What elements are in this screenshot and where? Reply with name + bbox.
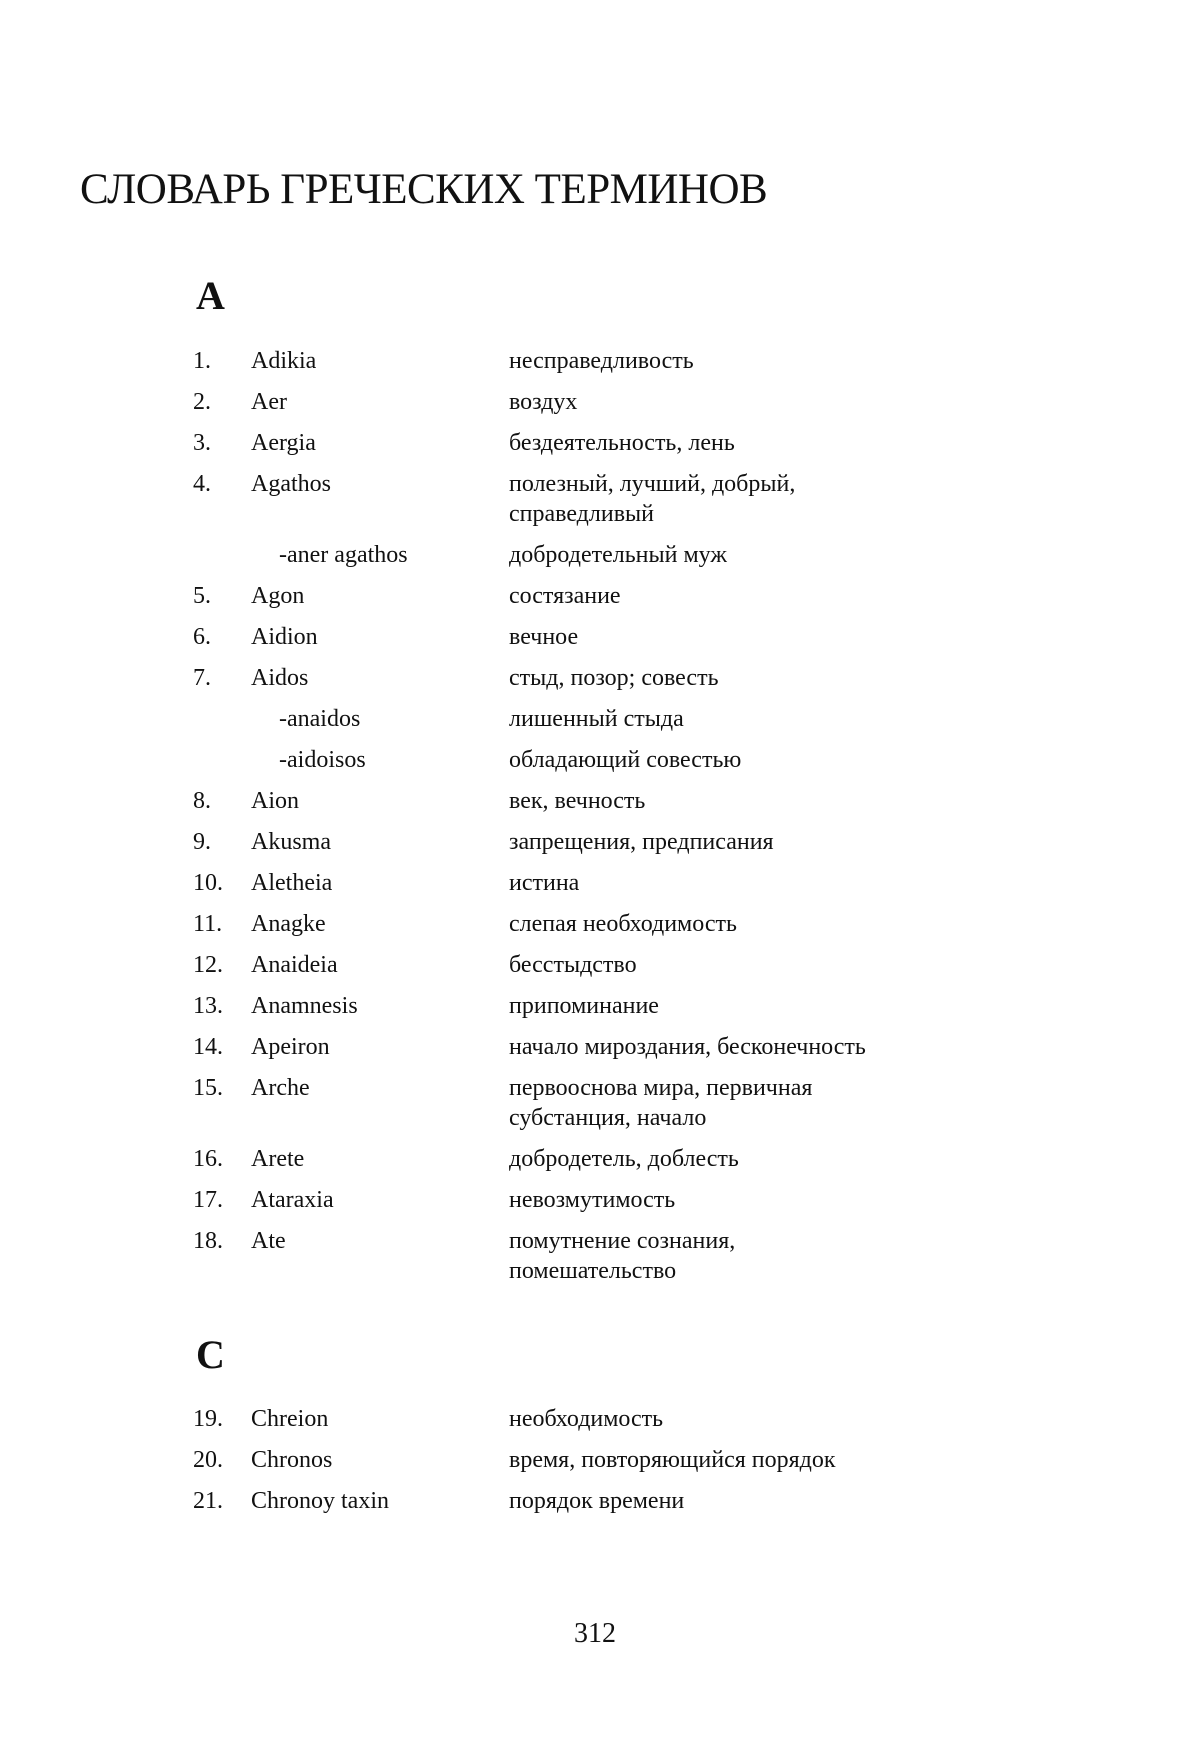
entry-number: 6. <box>193 624 211 650</box>
entry-definition: необходимость <box>509 1406 664 1432</box>
entry-definition: состязание <box>509 583 621 609</box>
entry-definition: истина <box>509 870 580 896</box>
entry-number <box>193 704 251 734</box>
entry-term: Chreion <box>251 1406 329 1432</box>
entry-term: Agon <box>251 583 305 609</box>
entries-list-a <box>193 346 913 1297</box>
entry-definition: слепая необходимость <box>509 911 737 937</box>
entry-row <box>193 1144 913 1174</box>
entry-number: 14. <box>193 1034 223 1060</box>
section-letter-c: C <box>196 1332 225 1377</box>
entry-definition: начало мироздания, бесконечность <box>509 1034 866 1060</box>
entry-row <box>193 1032 913 1062</box>
entry-number <box>193 745 251 775</box>
entry-definition: добродетельный муж <box>509 542 727 568</box>
entry-number: 16. <box>193 1146 223 1172</box>
entry-number: 9. <box>193 829 211 855</box>
page-number: 312 <box>574 1618 616 1649</box>
entry-number: 21. <box>193 1488 223 1514</box>
entry-number <box>193 540 251 570</box>
entry-row <box>193 581 913 611</box>
entry-term: Akusma <box>251 829 331 855</box>
entry-row <box>193 950 913 980</box>
entry-number: 12. <box>193 952 223 978</box>
entry-definition: вечное <box>509 624 579 650</box>
sub-entry-row <box>193 704 913 734</box>
entry-definition: полезный, лучший, добрый, справедливый <box>509 471 796 527</box>
entry-row <box>193 663 913 693</box>
entry-row <box>193 622 913 652</box>
entry-number: 20. <box>193 1447 223 1473</box>
entry-definition: припоминание <box>509 993 659 1019</box>
entry-definition: время, повторяющийся порядок <box>509 1447 836 1473</box>
entry-row <box>193 469 913 529</box>
entry-term: Aidos <box>251 665 309 691</box>
entry-row <box>193 1185 913 1215</box>
entry-term: Ataraxia <box>251 1187 334 1213</box>
entry-definition: бесстыдство <box>509 952 637 978</box>
sub-entry-row <box>193 540 913 570</box>
entry-definition: помутнение сознания, помешательство <box>509 1228 736 1284</box>
entry-term: Anagke <box>251 911 326 937</box>
entry-row <box>193 1226 913 1286</box>
entry-row <box>193 1073 913 1133</box>
entry-term: Anaideia <box>251 952 338 978</box>
entry-definition: порядок времени <box>509 1488 685 1514</box>
entry-definition: стыд, позор; совесть <box>509 665 719 691</box>
entry-term: Agathos <box>251 471 331 497</box>
entry-number: 10. <box>193 870 223 896</box>
entry-definition: невозмутимость <box>509 1187 676 1213</box>
entry-number: 15. <box>193 1075 223 1101</box>
entry-number: 4. <box>193 471 211 497</box>
section-letter-a: A <box>196 273 225 318</box>
entry-term: Aion <box>251 788 299 814</box>
entry-row <box>193 1404 913 1434</box>
entry-row <box>193 786 913 816</box>
entry-term: Chronos <box>251 1447 333 1473</box>
entry-number: 2. <box>193 389 211 415</box>
sub-entry-row <box>193 745 913 775</box>
entry-definition: обладающий совестью <box>509 747 742 773</box>
entry-term: Apeiron <box>251 1034 330 1060</box>
entry-number: 18. <box>193 1228 223 1254</box>
entry-definition: лишенный стыда <box>509 706 684 732</box>
entry-number: 13. <box>193 993 223 1019</box>
entry-number: 1. <box>193 348 211 374</box>
entry-row <box>193 1486 913 1516</box>
entry-row <box>193 909 913 939</box>
entry-row <box>193 346 913 376</box>
entry-definition: воздух <box>509 389 578 415</box>
entry-term: Arche <box>251 1075 310 1101</box>
entry-term: Aer <box>251 389 287 415</box>
entry-definition: запрещения, предписания <box>509 829 774 855</box>
entry-definition: бездеятельность, лень <box>509 430 735 456</box>
entry-term: -anaidos <box>279 706 361 732</box>
entry-row <box>193 827 913 857</box>
entry-term: Aidion <box>251 624 318 650</box>
entry-row <box>193 428 913 458</box>
entry-term: Anamnesis <box>251 993 358 1019</box>
entry-term: Adikia <box>251 348 317 374</box>
entry-number: 8. <box>193 788 211 814</box>
entry-number: 3. <box>193 430 211 456</box>
entry-definition: добродетель, доблесть <box>509 1146 739 1172</box>
entry-row <box>193 991 913 1021</box>
entry-row <box>193 868 913 898</box>
entry-term: Ate <box>251 1228 286 1254</box>
entry-number: 5. <box>193 583 211 609</box>
entry-definition: первооснова мира, первичная субстанция, начало <box>509 1075 813 1131</box>
entry-number: 19. <box>193 1406 223 1432</box>
entry-row <box>193 387 913 417</box>
entry-term: Arete <box>251 1146 305 1172</box>
entry-term: Aletheia <box>251 870 333 896</box>
entry-number: 17. <box>193 1187 223 1213</box>
entry-number: 11. <box>193 911 223 937</box>
entry-term: Aergia <box>251 430 316 456</box>
page-title: СЛОВАРЬ ГРЕЧЕСКИХ ТЕРМИНОВ <box>80 166 768 213</box>
entry-number: 7. <box>193 665 211 691</box>
entry-term: -aner agathos <box>279 542 408 568</box>
entry-term: Chronoy taxin <box>251 1488 389 1514</box>
entry-definition: несправедливость <box>509 348 694 374</box>
entries-list-c <box>193 1404 913 1527</box>
entry-row <box>193 1445 913 1475</box>
entry-term: -aidoisos <box>279 747 366 773</box>
entry-definition: век, вечность <box>509 788 646 814</box>
